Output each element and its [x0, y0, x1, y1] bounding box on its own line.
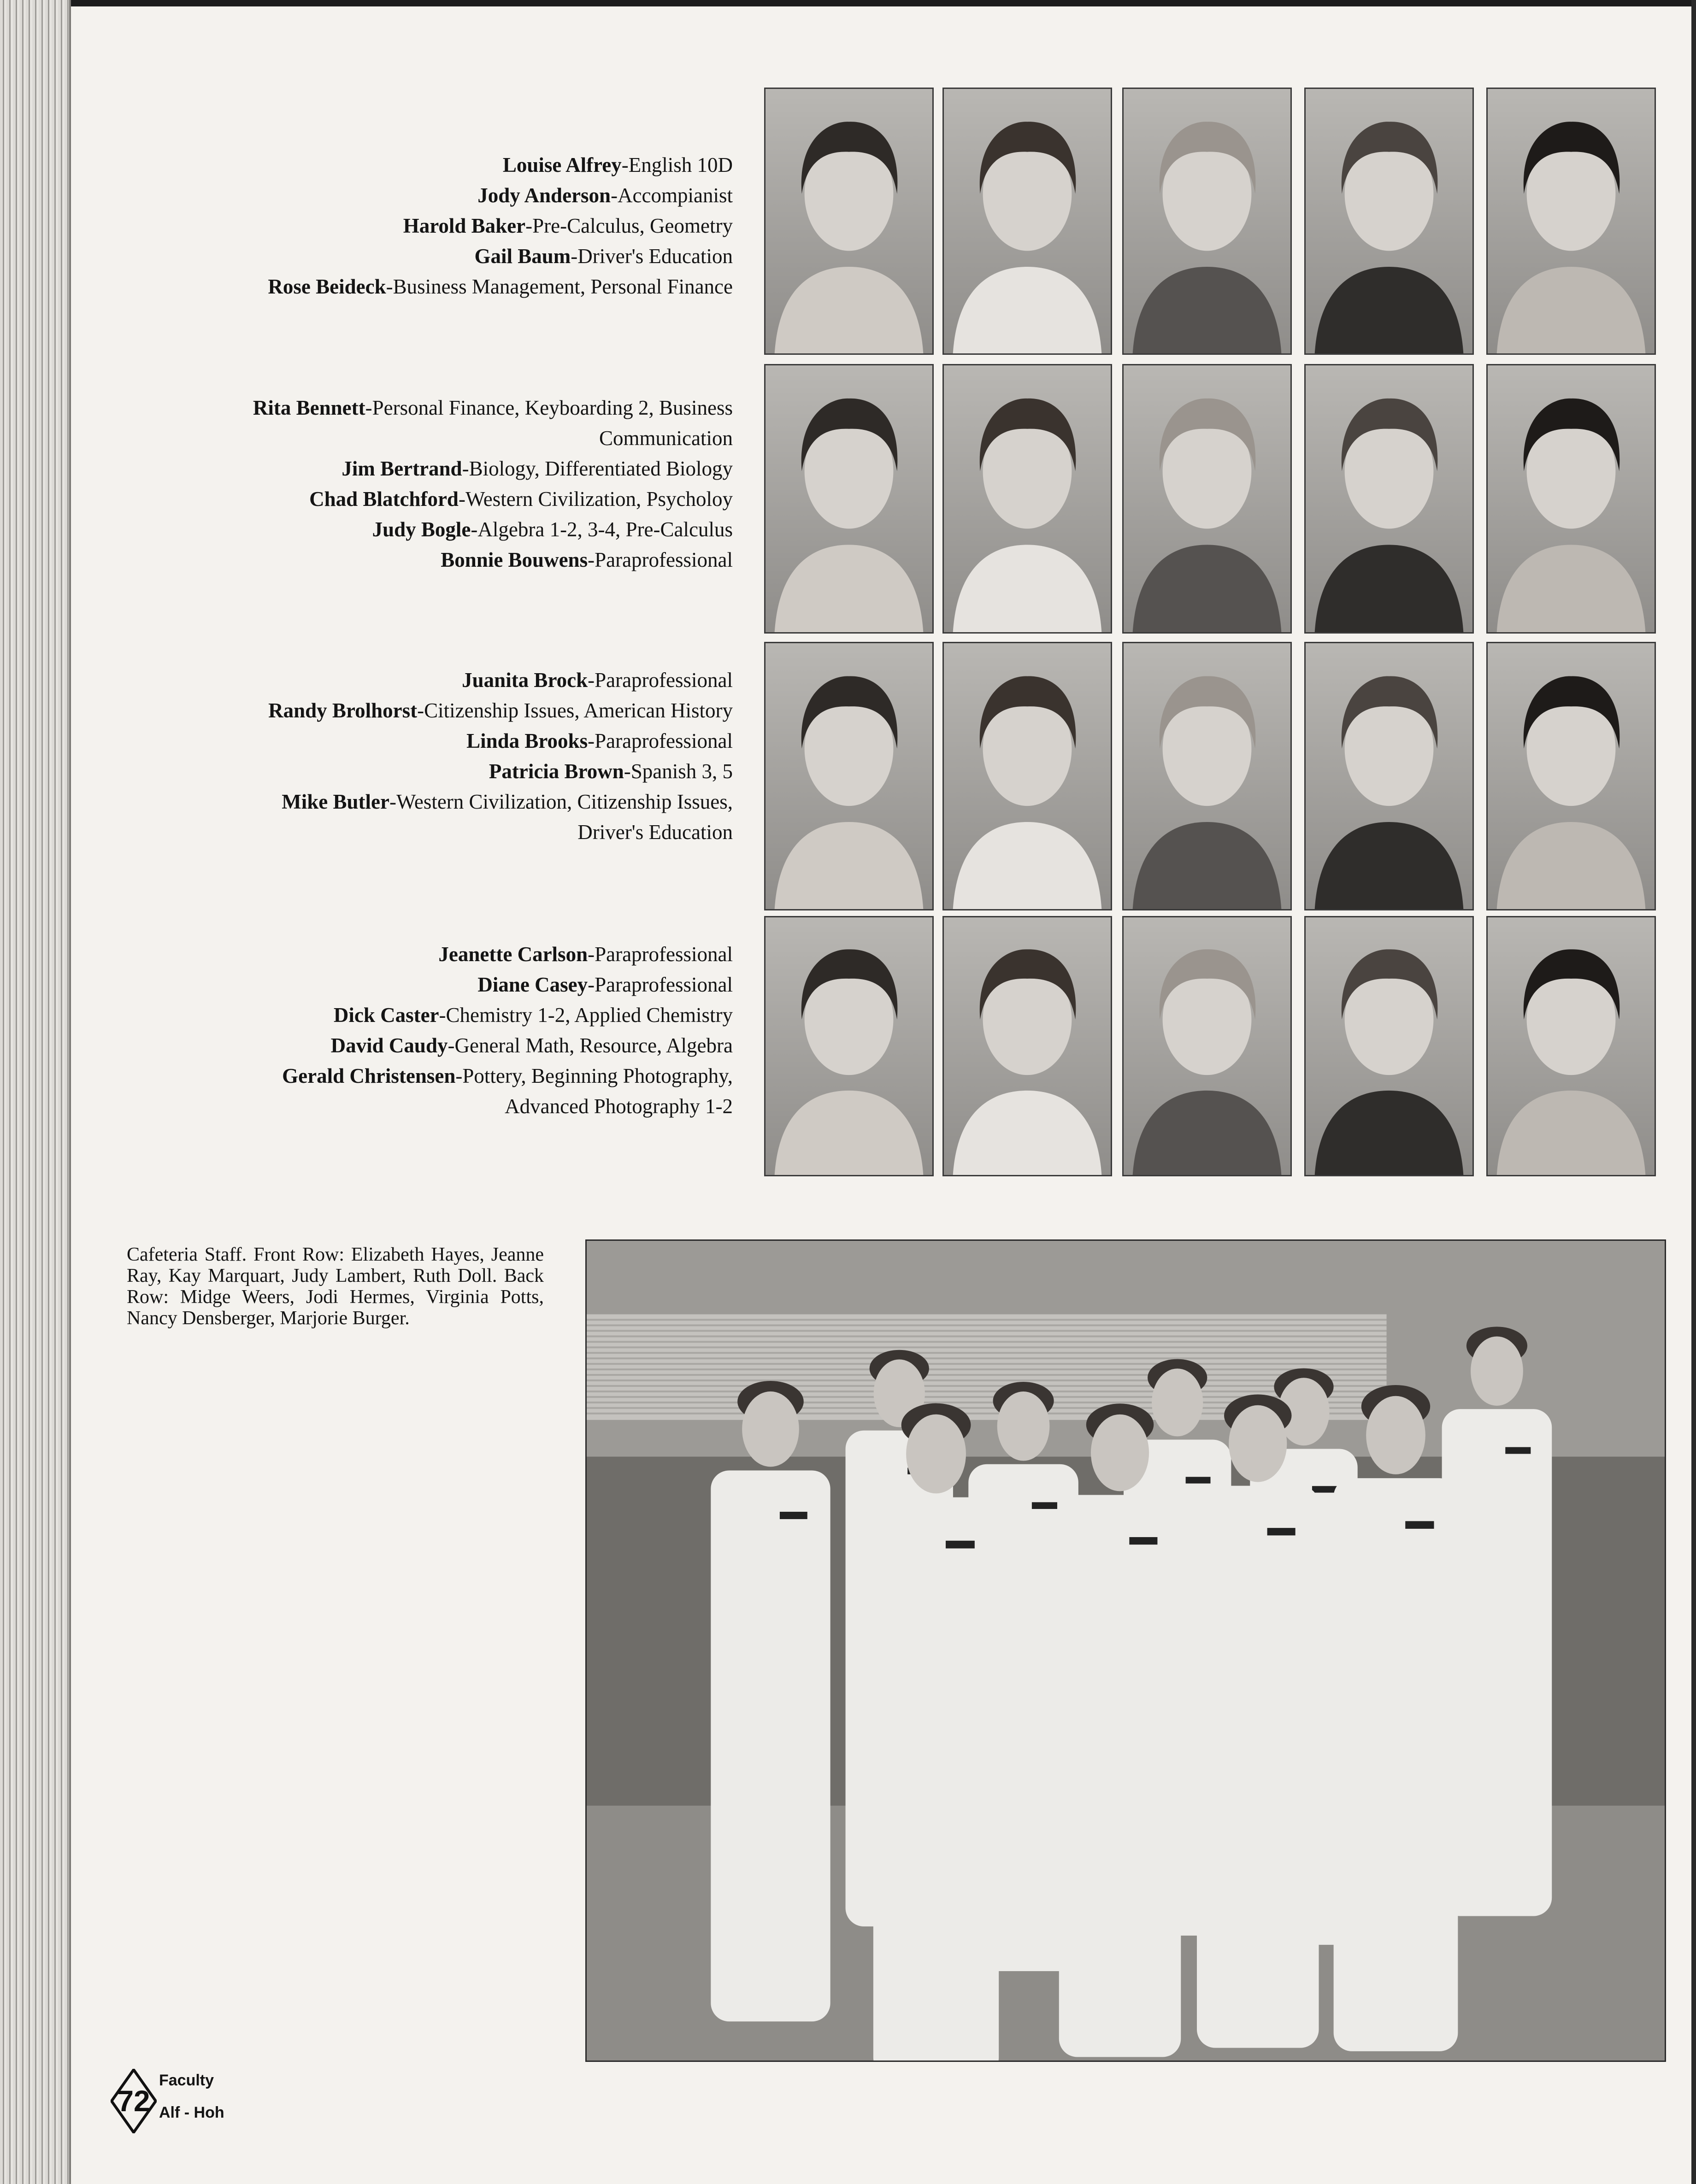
faculty-portrait [942, 364, 1112, 634]
faculty-entry: Gail Baum-Driver's Education [474, 245, 733, 268]
portrait-silhouette-icon [766, 89, 932, 353]
portrait-silhouette-icon [1124, 365, 1290, 632]
window-blind-slat [587, 1335, 1387, 1337]
faculty-captions-row-2 [253, 393, 733, 575]
faculty-portrait [1486, 88, 1656, 355]
window-blind-slat [587, 1357, 1387, 1359]
faculty-portrait [942, 916, 1112, 1176]
faculty-entry: Dick Caster-Chemistry 1-2, Applied Chemistry [333, 1004, 733, 1027]
faculty-portrait [1304, 88, 1474, 355]
section-title: Faculty [159, 2072, 214, 2089]
cafeteria-staff-group-photo [585, 1239, 1666, 2062]
staff-member-figure [1197, 1394, 1319, 2048]
page-top-border [0, 0, 1696, 6]
window-blind-slat [587, 1374, 1387, 1376]
faculty-portrait [764, 88, 934, 355]
portrait-silhouette-icon [944, 365, 1111, 632]
faculty-entry: Harold Baker-Pre-Calculus, Geometry [403, 214, 733, 237]
faculty-entry: Gerald Christensen-Pottery, Beginning Photography, [282, 1064, 733, 1087]
faculty-entry-continuation: Communication [599, 427, 733, 450]
portrait-silhouette-icon [766, 365, 932, 632]
faculty-portrait [1122, 88, 1292, 355]
portrait-silhouette-icon [944, 643, 1111, 909]
faculty-entry: Mike Butler-Western Civilization, Citizenship Issues, [282, 790, 733, 813]
faculty-portrait [1304, 916, 1474, 1176]
portrait-silhouette-icon [1488, 89, 1655, 353]
page-right-border [1691, 0, 1696, 2184]
faculty-portrait [1122, 916, 1292, 1176]
faculty-entry: Rita Bennett-Personal Finance, Keyboarding 2, Business [253, 396, 733, 419]
faculty-entry: Linda Brooks-Paraprofessional [466, 729, 733, 752]
window-blind-slat [587, 1346, 1387, 1348]
faculty-portrait [1304, 364, 1474, 634]
portrait-silhouette-icon [1306, 365, 1472, 632]
window-blind-slat [587, 1368, 1387, 1370]
group-photo-caption: Cafeteria Staff. Front Row: Elizabeth Hayes, Jeanne Ray, Kay Marquart, Judy Lambert, Ruth Doll. Back Row: Midge Weers, Jodi Hermes, Virginia Potts, Nancy Densberger, Marjorie Burger. [127, 1244, 544, 1329]
faculty-portrait [1486, 642, 1656, 910]
staff-member-figure [1334, 1385, 1458, 2051]
portrait-silhouette-icon [944, 917, 1111, 1175]
faculty-entry: Rose Beideck-Business Management, Personal Finance [268, 275, 733, 298]
faculty-portrait [1304, 642, 1474, 910]
window-blind-slat [587, 1380, 1387, 1381]
window-blind-slat [587, 1319, 1387, 1321]
faculty-portrait [764, 916, 934, 1176]
faculty-portrait [1486, 364, 1656, 634]
portrait-silhouette-icon [1124, 643, 1290, 909]
window-blind-slat [587, 1363, 1387, 1365]
portrait-silhouette-icon [1306, 917, 1472, 1175]
page-number-badge [111, 2069, 157, 2133]
faculty-entry: Judy Bogle-Algebra 1-2, 3-4, Pre-Calculus [372, 518, 733, 541]
faculty-entry: Louise Alfrey-English 10D [502, 153, 733, 176]
page-footer [111, 2064, 295, 2138]
portrait-silhouette-icon [1124, 89, 1290, 353]
group-photo-image [587, 1241, 1665, 2061]
faculty-entry: Chad Blatchford-Western Civilization, Psycholoy [309, 487, 733, 511]
portrait-silhouette-icon [766, 643, 932, 909]
staff-member-figure [1442, 1327, 1552, 1916]
faculty-entry-continuation: Advanced Photography 1-2 [505, 1095, 733, 1118]
window-blind-slat [587, 1391, 1387, 1392]
portrait-silhouette-icon [766, 917, 932, 1175]
faculty-portrait [1122, 642, 1292, 910]
faculty-portrait [764, 364, 934, 634]
faculty-captions-row-3 [268, 665, 733, 847]
staff-member-figure [711, 1381, 830, 2021]
portrait-silhouette-icon [944, 89, 1111, 353]
faculty-captions-row-4 [282, 939, 733, 1121]
faculty-entry: Randy Brolhorst-Citizenship Issues, American History [268, 699, 733, 722]
staff-member-figure [1059, 1403, 1181, 2057]
faculty-entry-continuation: Driver's Education [577, 821, 733, 844]
faculty-portrait [1122, 364, 1292, 634]
page-number: 72 [117, 2084, 150, 2118]
faculty-portrait [1486, 916, 1656, 1176]
staff-member-figure [873, 1403, 999, 2061]
faculty-entry: Juanita Brock-Paraprofessional [462, 669, 733, 692]
faculty-portrait [942, 642, 1112, 910]
faculty-entry: Diane Casey-Paraprofessional [477, 973, 733, 996]
window-blind-slat [587, 1385, 1387, 1387]
faculty-captions-row-1 [268, 150, 733, 302]
faculty-portrait [942, 88, 1112, 355]
faculty-entry: Jeanette Carlson-Paraprofessional [438, 943, 733, 966]
portrait-silhouette-icon [1124, 917, 1290, 1175]
faculty-entry: Bonnie Bouwens-Paraprofessional [441, 548, 733, 571]
section-range: Alf - Hoh [159, 2104, 224, 2121]
book-binding-edge [0, 0, 71, 2184]
portrait-silhouette-icon [1306, 89, 1472, 353]
window-blind-slat [587, 1324, 1387, 1326]
faculty-entry: David Caudy-General Math, Resource, Algebra [330, 1034, 733, 1057]
window-blind-slat [587, 1352, 1387, 1354]
portrait-silhouette-icon [1488, 643, 1655, 909]
faculty-portrait [764, 642, 934, 910]
faculty-entry: Jim Bertrand-Biology, Differentiated Biology [342, 457, 733, 480]
portrait-silhouette-icon [1488, 365, 1655, 632]
faculty-entry: Jody Anderson-Accompianist [477, 184, 733, 207]
window-blind-slat [587, 1330, 1387, 1332]
faculty-entry: Patricia Brown-Spanish 3, 5 [489, 760, 733, 783]
portrait-silhouette-icon [1488, 917, 1655, 1175]
window-blind-slat [587, 1341, 1387, 1343]
portrait-silhouette-icon [1306, 643, 1472, 909]
